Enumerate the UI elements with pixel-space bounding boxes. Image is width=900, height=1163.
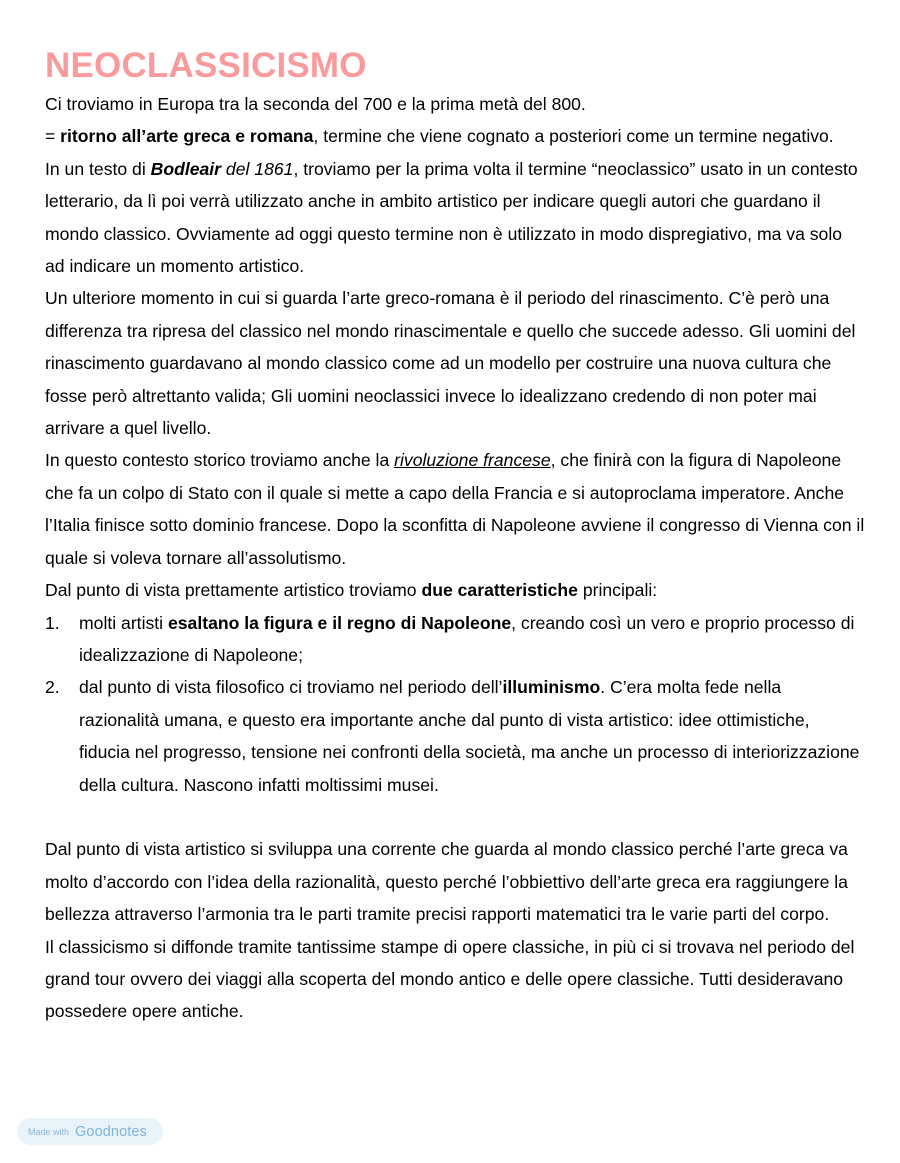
list-number: 1. bbox=[45, 612, 60, 633]
list-number: 2. bbox=[45, 677, 60, 698]
blank-line bbox=[45, 801, 865, 833]
made-with-goodnotes-badge[interactable] bbox=[17, 1118, 163, 1145]
list-item bbox=[45, 607, 865, 672]
caratteristiche-bold: due caratteristiche bbox=[421, 580, 578, 601]
paragraph-intro: Ci troviamo in Europa tra la seconda del 700 e la prima metà del 800. bbox=[45, 94, 586, 114]
list-item-bold: illuminismo bbox=[502, 677, 601, 698]
list-item-a: dal punto di vista filosofico ci troviamo nel periodo dell’ bbox=[79, 677, 503, 698]
list-item-rest: , creando così un vero e proprio processo di idealizzazione di Napoleone; bbox=[79, 612, 855, 665]
document-page bbox=[45, 44, 865, 1028]
list-item bbox=[45, 671, 865, 801]
bodleair-name: Bodleair bbox=[150, 158, 222, 179]
bodleair-a: In un testo di bbox=[45, 158, 151, 179]
numbered-list bbox=[45, 607, 865, 801]
rivoluzione-rest: , che finirà con la figura di Napoleone che fa un colpo di Stato con il quale si mette a capo della Francia e si autoproclama imperatore. Anche l’Italia finisce sotto dominio francese. Dopo la sconfitta di Napoleone avviene il congresso di Vienna con il quale si voleva tornare all’assolutismo. bbox=[45, 450, 865, 568]
caratteristiche-rest: principali: bbox=[577, 580, 658, 601]
definition-bold: ritorno all’arte greca e romana bbox=[60, 126, 314, 147]
badge-made-with: Made with bbox=[28, 1126, 70, 1137]
paragraph-classicismo: Il classicismo si diffonde tramite tantissime stampe di opere classiche, in più ci si trovava nel periodo del grand tour ovvero dei viaggi alla scoperta del mondo antico e delle opere classiche. Tutti desideravano possedere opere antiche. bbox=[45, 936, 855, 1022]
paragraph-rivoluzione bbox=[45, 444, 865, 574]
rivoluzione-a: In questo contesto storico troviamo anche la bbox=[45, 450, 395, 471]
bodleair-rest: , troviamo per la prima volta il termine “neoclassico” usato in un contesto letterario, da lì poi verrà utilizzato anche in ambito artistico per indicare quegli autori che guardano il mondo classico. Ovviamente ad oggi questo termine non è utilizzato in modo dispregiativo, ma va solo ad indicare un momento artistico. bbox=[45, 158, 858, 277]
paragraph-razionalita: Dal punto di vista artistico si sviluppa una corrente che guarda al mondo classico perché l’arte greca va molto d’accordo con l’idea della razionalità, questo perché l’obbiettivo dell’arte greca era raggiungere la bellezza attraverso l’armonia tra le parti tramite precisi rapporti matematici tra le varie parti del corpo. bbox=[45, 839, 848, 925]
page-title: NEOCLASSICISMO bbox=[45, 46, 367, 85]
goodnotes-logo: Goodnotes bbox=[75, 1123, 147, 1140]
rivoluzione-link: rivoluzione francese bbox=[394, 450, 551, 471]
bodleair-year: del 1861 bbox=[221, 158, 294, 179]
paragraph-caratteristiche bbox=[45, 574, 865, 606]
list-item-bold: esaltano la figura e il regno di Napoleone bbox=[167, 612, 512, 633]
paragraph-bodleair bbox=[45, 153, 865, 283]
list-item-a: molti artisti bbox=[79, 612, 168, 633]
paragraph-definition bbox=[45, 120, 865, 152]
paragraph-rinascimento: Un ulteriore momento in cui si guarda l’arte greco-romana è il periodo del rinascimento. C’è però una differenza tra ripresa del classico nel mondo rinascimentale e quello che succede adesso. Gli uomini del rinascimento guardavano al mondo classico come ad un modello per costruire una nuova cultura che fosse però altrettanto valida; Gli uomini neoclassici invece lo idealizzano credendo di non poter mai arrivare a quel livello. bbox=[45, 288, 856, 439]
definition-rest: , termine che viene cognato a posteriori come un termine negativo. bbox=[313, 126, 834, 147]
definition-prefix: = bbox=[45, 126, 61, 147]
caratteristiche-a: Dal punto di vista prettamente artistico troviamo bbox=[45, 580, 422, 601]
list-item-rest: . C’era molta fede nella razionalità umana, e questo era importante anche dal punto di vista artistico: idee ottimistiche, fiducia nel progresso, tensione nei confronti della società, ma anche un processo di interiorizzazione della cultura. Nascono infatti moltissimi musei. bbox=[79, 677, 860, 795]
